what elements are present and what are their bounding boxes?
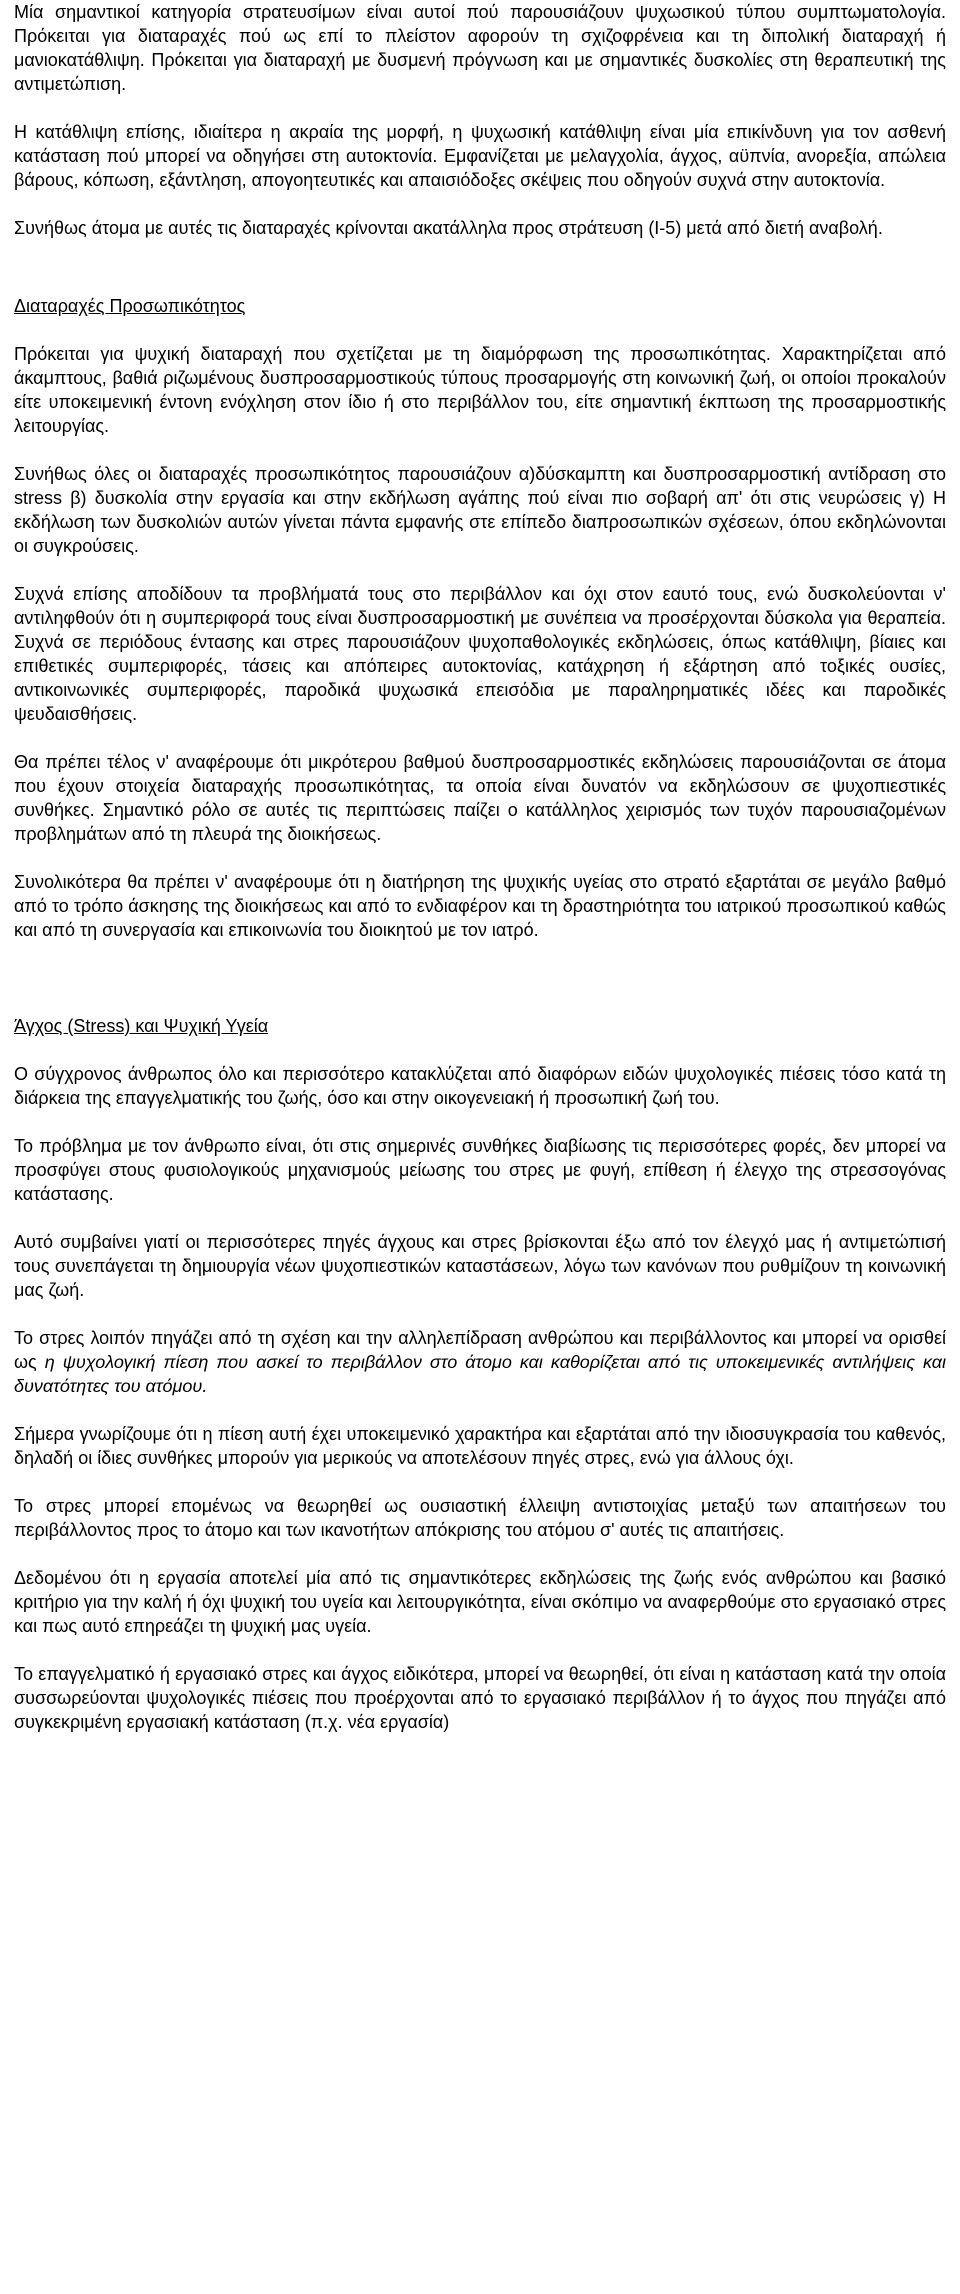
personality-paragraph-5: Συνολικότερα θα πρέπει ν' αναφέρουμε ότι η διατήρηση της ψυχικής υγείας στο στρατό εξαρτάται σε μεγάλο βαθμό από το τρόπο άσκησης της διοικήσεως και από το ενδιαφέρον και τη δραστηριότητα του ιατρικού προσωπικού καθώς και από τη συνεργασία και επικοινωνία του διοικητού με τον ιατρό. — [14, 872, 946, 940]
personality-paragraph-3: Συχνά επίσης αποδίδουν τα προβλήματά τους στο περιβάλλον και όχι στον εαυτό τους, ενώ δυσκολεύονται ν' αντιληφθούν ότι η συμπεριφορά τους είναι δυσπροσαρμοστική με συνέπεια να προσέρχονται δύσκολα για θεραπεία. Συχνά σε περιόδους έντασης και στρες παρουσιάζουν ψυχοπαθολογικές εκδηλώσεις, όπως κατάθλιψη, βίαιες και επιθετικές συμπεριφορές, τάσεις και απόπειρες αυτοκτονίας, κατάχρηση ή εξάρτηση από τοξικές ουσίες, αντικοινωνικές συμπεριφορές, παροδικά ψυχωσικά επεισόδια με παραληρηματικές ιδέες και παροδικές ψευδαισθήσεις. — [14, 584, 946, 724]
personality-paragraph-4: Θα πρέπει τέλος ν' αναφέρουμε ότι μικρότερου βαθμού δυσπροσαρμοστικές εκδηλώσεις παρουσιάζονται σε άτομα που έχουν στοιχεία διαταραχής προσωπικότητας, τα οποία είναι δυνατόν να εκδηλώσουν σε ψυχοπιεστικές συνθήκες. Σημαντικό ρόλο σε αυτές τις περιπτώσεις παίζει ο κατάλληλος χειρισμός των τυχόν παρουσιαζομένων προβλημάτων από τη πλευρά της διοικήσεως. — [14, 752, 946, 844]
intro-paragraph-2: Η κατάθλιψη επίσης, ιδιαίτερα η ακραία της μορφή, η ψυχωσική κατάθλιψη είναι μία επικίνδυνη για τον ασθενή κατάσταση πού μπορεί να οδηγήσει στη αυτοκτονία. Εμφανίζεται με μελαγχολία, άγχος, αϋπνία, ανορεξία, απώλεια βάρους, κόπωση, εξάντληση, απογοητευτικές και απαισιόδοξες σκέψεις που οδηγούν συχνά στην αυτοκτονία. — [14, 122, 946, 190]
stress-paragraph-7: Δεδομένου ότι η εργασία αποτελεί μία από τις σημαντικότερες εκδηλώσεις της ζωής ενός ανθρώπου και βασικό κριτήριο για την καλή ή όχι ψυχική του υγεία και λειτουργικότητα, είναι σκόπιμο να αναφερθούμε στο εργασιακό στρες και πως αυτό επηρεάζει τη ψυχική μας υγεία. — [14, 1568, 946, 1636]
personality-paragraph-1: Πρόκειται για ψυχική διαταραχή που σχετίζεται με τη διαμόρφωση της προσωπικότητας. Χαρακτηρίζεται από άκαμπτους, βαθιά ριζωμένους δυσπροσαρμοστικούς τύπους προσαρμογής στη κοινωνική ζωή, οι οποίοι προκαλούν είτε υποκειμενική έντονη ενόχληση στον ίδιο ή στο περιβάλλον του, είτε σημαντική έκπτωση της προσαρμοστικής λειτουργίας. — [14, 344, 946, 436]
section-heading-stress: Άγχος (Stress) και Ψυχική Υγεία — [14, 1016, 269, 1036]
stress-paragraph-2: Το πρόβλημα με τον άνθρωπο είναι, ότι στις σημερινές συνθήκες διαβίωσης τις περισσότερες φορές, δεν μπορεί να προσφύγει στους φυσιολογικούς μηχανισμούς μείωσης του στρες με φυγή, επίθεση ή έλεγχο της στρεσσογόνας κατάστασης. — [14, 1136, 946, 1204]
stress-paragraph-5: Σήμερα γνωρίζουμε ότι η πίεση αυτή έχει υποκειμενικό χαρακτήρα και εξαρτάται από την ιδιοσυγκρασία του καθενός, δηλαδή οι ίδιες συνθήκες μπορούν για μερικούς να αποτελέσουν πηγές στρες, ενώ για άλλους όχι. — [14, 1424, 946, 1468]
stress-paragraph-3: Αυτό συμβαίνει γιατί οι περισσότερες πηγές άγχους και στρες βρίσκονται έξω από τον έλεγχό μας ή αντιμετώπισή τους συνεπάγεται τη δημιουργία νέων ψυχοπιεστικών καταστάσεων, λόγω των κανόνων που ρυθμίζουν τη κοινωνική μας ζωή. — [14, 1232, 946, 1300]
personality-paragraph-2: Συνήθως όλες οι διαταραχές προσωπικότητος παρουσιάζουν α)δύσκαμπτη και δυσπροσαρμοστική αντίδραση στο stress β) δυσκολία στην εργασία και στην εκδήλωση αγάπης πού είναι πιο σοβαρή απ' ότι στις νευρώσεις γ) Η εκδήλωση των δυσκολιών αυτών γίνεται πάντα εμφανής στε επίπεδο διαπροσωπικών σχέσεων, όπου εκδηλώνονται οι συγκρούσεις. — [14, 464, 946, 556]
stress-paragraph-1: Ο σύγχρονος άνθρωπος όλο και περισσότερο κατακλύζεται από διαφόρων ειδών ψυχολογικές πιέσεις τόσο κατά τη διάρκεια της επαγγελματικής του ζωής, όσο και στην οικογενειακή ή προσωπική ζωή του. — [14, 1064, 946, 1108]
intro-paragraph-3: Συνήθως άτομα με αυτές τις διαταραχές κρίνονται ακατάλληλα προς στράτευση (Ι-5) μετά από διετή αναβολή. — [14, 218, 883, 238]
stress-paragraph-6: Το στρες μπορεί επομένως να θεωρηθεί ως ουσιαστική έλλειψη αντιστοιχίας μεταξύ των απαιτήσεων του περιβάλλοντος προς το άτομο και των ικανοτήτων απόκρισης του ατόμου σ' αυτές τις απαιτήσεις. — [14, 1496, 946, 1540]
stress-paragraph-8: Το επαγγελματικό ή εργασιακό στρες και άγχος ειδικότερα, μπορεί να θεωρηθεί, ότι είναι η κατάσταση κατά την οποία συσσωρεύονται ψυχολογικές πιέσεις που προέρχονται από το εργασιακό περιβάλλον ή το άγχος που πηγάζει από συγκεκριμένη εργασιακή κατάσταση (π.χ. νέα εργασία) — [14, 1664, 946, 1732]
stress-paragraph-4-text: Το στρες λοιπόν πηγάζει από τη σχέση και την αλληλεπίδραση ανθρώπου και περιβάλλοντος και μπορεί να ορισθεί ως — [14, 1328, 946, 1372]
intro-paragraph-1: Μία σημαντικοί κατηγορία στρατευσίμων είναι αυτοί πού παρουσιάζουν ψυχωσικού τύπου συμπτωματολογία. Πρόκειται για διαταραχές πού ως επί το πλείστον αφορούν τη σχιζοφρένεια και τη διπολική διαταραχή ή μανιοκατάθλιψη. Πρόκειται για διαταραχή με δυσμενή πρόγνωση και με σημαντικές δυσκολίες στη θεραπευτική της αντιμετώπιση. — [14, 2, 946, 94]
stress-definition-italic: η ψυχολογική πίεση που ασκεί το περιβάλλον στο άτομο και καθορίζεται από τις υποκειμενικές αντιλήψεις και δυνατότητες του ατόμου. — [14, 1352, 946, 1396]
stress-paragraph-4 — [14, 1326, 946, 1398]
section-heading-personality: Διαταραχές Προσωπικότητος — [14, 296, 246, 316]
